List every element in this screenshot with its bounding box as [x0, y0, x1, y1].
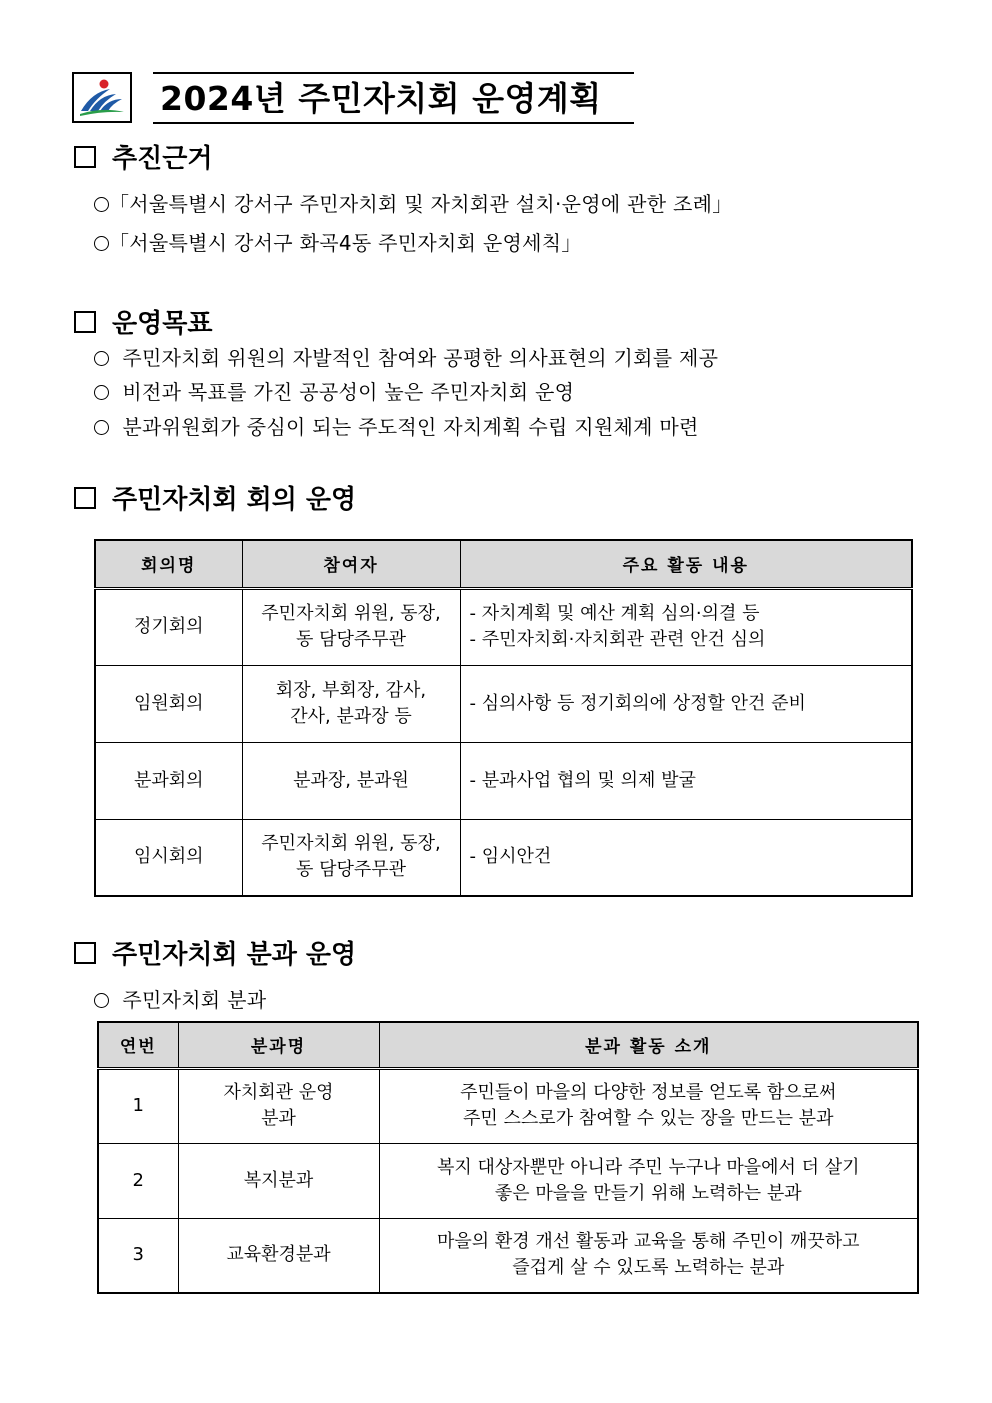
list-item — [94, 986, 266, 1014]
section-committees-title: 주민자치회 분과 운영 — [112, 940, 357, 970]
circle-bullet-icon — [94, 236, 109, 251]
table-row — [95, 588, 912, 665]
participants-line: 동 담당주무관 — [295, 859, 407, 881]
table-row — [98, 1218, 918, 1293]
list-item — [94, 190, 733, 218]
checkbox-square-icon — [74, 942, 96, 964]
col-header-activities: 주요 활동 내용 — [460, 540, 912, 588]
meeting-name: 정기회의 — [95, 588, 242, 665]
section-basis-title: 추진근거 — [112, 144, 213, 174]
committee-number: 2 — [98, 1143, 178, 1218]
participants-line: 동 담당주무관 — [295, 629, 407, 650]
committee-name-line: 분과 — [261, 1108, 296, 1129]
page-title: 2024년 주민자치회 운영계획 — [160, 79, 602, 118]
participants-line: 주민자치회 위원, 동장, — [261, 833, 441, 855]
list-item-text: 주민자치회 위원의 자발적인 참여와 공평한 의사표현의 기회를 제공 — [122, 346, 719, 370]
section-basis-heading — [74, 143, 212, 175]
committee-name — [178, 1218, 379, 1293]
committee-intro — [379, 1218, 918, 1293]
meeting-activities — [460, 665, 912, 742]
meeting-participants — [242, 665, 460, 742]
participants-line: 회장, 부회장, 감사, — [275, 679, 427, 701]
district-logo-icon — [74, 74, 130, 121]
col-header-committee: 분과명 — [178, 1022, 379, 1068]
list-item-text: 「서울특별시 강서구 주민자치회 및 자치회관 설치·운영에 관한 조례」 — [109, 192, 733, 216]
meeting-name: 분과회의 — [95, 742, 242, 819]
committees-table — [97, 1021, 919, 1294]
table-row — [95, 742, 912, 819]
list-item — [94, 378, 574, 406]
meeting-name: 임시회의 — [95, 819, 242, 896]
circle-bullet-icon — [94, 385, 109, 400]
meeting-activities — [460, 819, 912, 896]
list-item — [94, 344, 718, 372]
list-item — [94, 229, 582, 257]
committee-name — [178, 1068, 379, 1143]
section-meetings-title: 주민자치회 회의 운영 — [112, 485, 357, 515]
table-header-row — [98, 1022, 918, 1068]
section-committees-heading — [74, 939, 356, 971]
logo-frame — [72, 72, 132, 123]
intro-line: 주민 스스로가 참여할 수 있는 장을 만드는 분과 — [463, 1108, 834, 1129]
intro-line: 주민들이 마을의 다양한 정보를 얻도록 함으로써 — [460, 1082, 837, 1103]
table-row — [98, 1143, 918, 1218]
checkbox-square-icon — [74, 146, 96, 168]
meeting-activities — [460, 588, 912, 665]
intro-line: 마을의 환경 개선 활동과 교육을 통해 주민이 깨끗하고 — [436, 1231, 860, 1253]
section-goals-heading — [74, 308, 212, 340]
col-header-number: 연번 — [98, 1022, 178, 1068]
checkbox-square-icon — [74, 311, 96, 333]
activity-line: - 분과사업 협의 및 의제 발굴 — [469, 769, 696, 791]
circle-bullet-icon — [94, 351, 109, 366]
participants-line: 주민자치회 위원, 동장, — [261, 603, 441, 624]
participants-line: 간사, 분과장 등 — [290, 705, 412, 727]
committee-number: 3 — [98, 1218, 178, 1293]
table-row — [98, 1068, 918, 1143]
meeting-participants — [242, 819, 460, 896]
committee-number: 1 — [98, 1068, 178, 1143]
meeting-participants — [242, 742, 460, 819]
committee-name-line: 복지분과 — [243, 1169, 314, 1191]
meeting-activities — [460, 742, 912, 819]
committee-intro — [379, 1143, 918, 1218]
intro-line: 좋은 마을을 만들기 위해 노력하는 분과 — [494, 1182, 802, 1204]
section-meetings-heading — [74, 484, 356, 516]
meeting-participants — [242, 588, 460, 665]
table-row — [95, 819, 912, 896]
activity-line: - 주민자치회·자치회관 관련 안건 심의 — [469, 629, 766, 650]
meeting-name: 임원회의 — [95, 665, 242, 742]
intro-line: 복지 대상자뿐만 아니라 주민 누구나 마을에서 더 살기 — [436, 1156, 860, 1178]
title-rule-bottom — [153, 122, 634, 124]
col-header-intro: 분과 활동 소개 — [379, 1022, 918, 1068]
circle-bullet-icon — [94, 420, 109, 435]
list-item-text: 주민자치회 분과 — [122, 988, 267, 1012]
col-header-participants: 참여자 — [242, 540, 460, 588]
activity-line: - 자치계획 및 예산 계획 심의·의결 등 — [469, 603, 760, 624]
table-header-row — [95, 540, 912, 588]
list-item-text: 「서울특별시 강서구 화곡4동 주민자치회 운영세칙」 — [109, 231, 582, 255]
list-item — [94, 413, 699, 441]
participants-line: 분과장, 분과원 — [293, 769, 409, 791]
col-header-meeting: 회의명 — [95, 540, 242, 588]
activity-line: - 임시안건 — [469, 846, 552, 868]
circle-bullet-icon — [94, 197, 109, 212]
table-row — [95, 665, 912, 742]
section-goals-title: 운영목표 — [112, 309, 213, 339]
circle-bullet-icon — [94, 993, 109, 1008]
intro-line: 즐겁게 살 수 있도록 노력하는 분과 — [512, 1257, 785, 1279]
committee-intro — [379, 1068, 918, 1143]
activity-line: - 심의사항 등 정기회의에 상정할 안건 준비 — [469, 692, 806, 714]
meetings-table — [94, 539, 913, 897]
committee-name — [178, 1143, 379, 1218]
title-rule-top — [153, 72, 634, 74]
committee-name-line: 교육환경분과 — [226, 1244, 331, 1266]
list-item-text: 비전과 목표를 가진 공공성이 높은 주민자치회 운영 — [122, 380, 575, 404]
checkbox-square-icon — [74, 487, 96, 509]
committee-name-line: 자치회관 운영 — [223, 1082, 334, 1103]
list-item-text: 분과위원회가 중심이 되는 주도적인 자치계획 수립 지원체계 마련 — [122, 415, 699, 439]
